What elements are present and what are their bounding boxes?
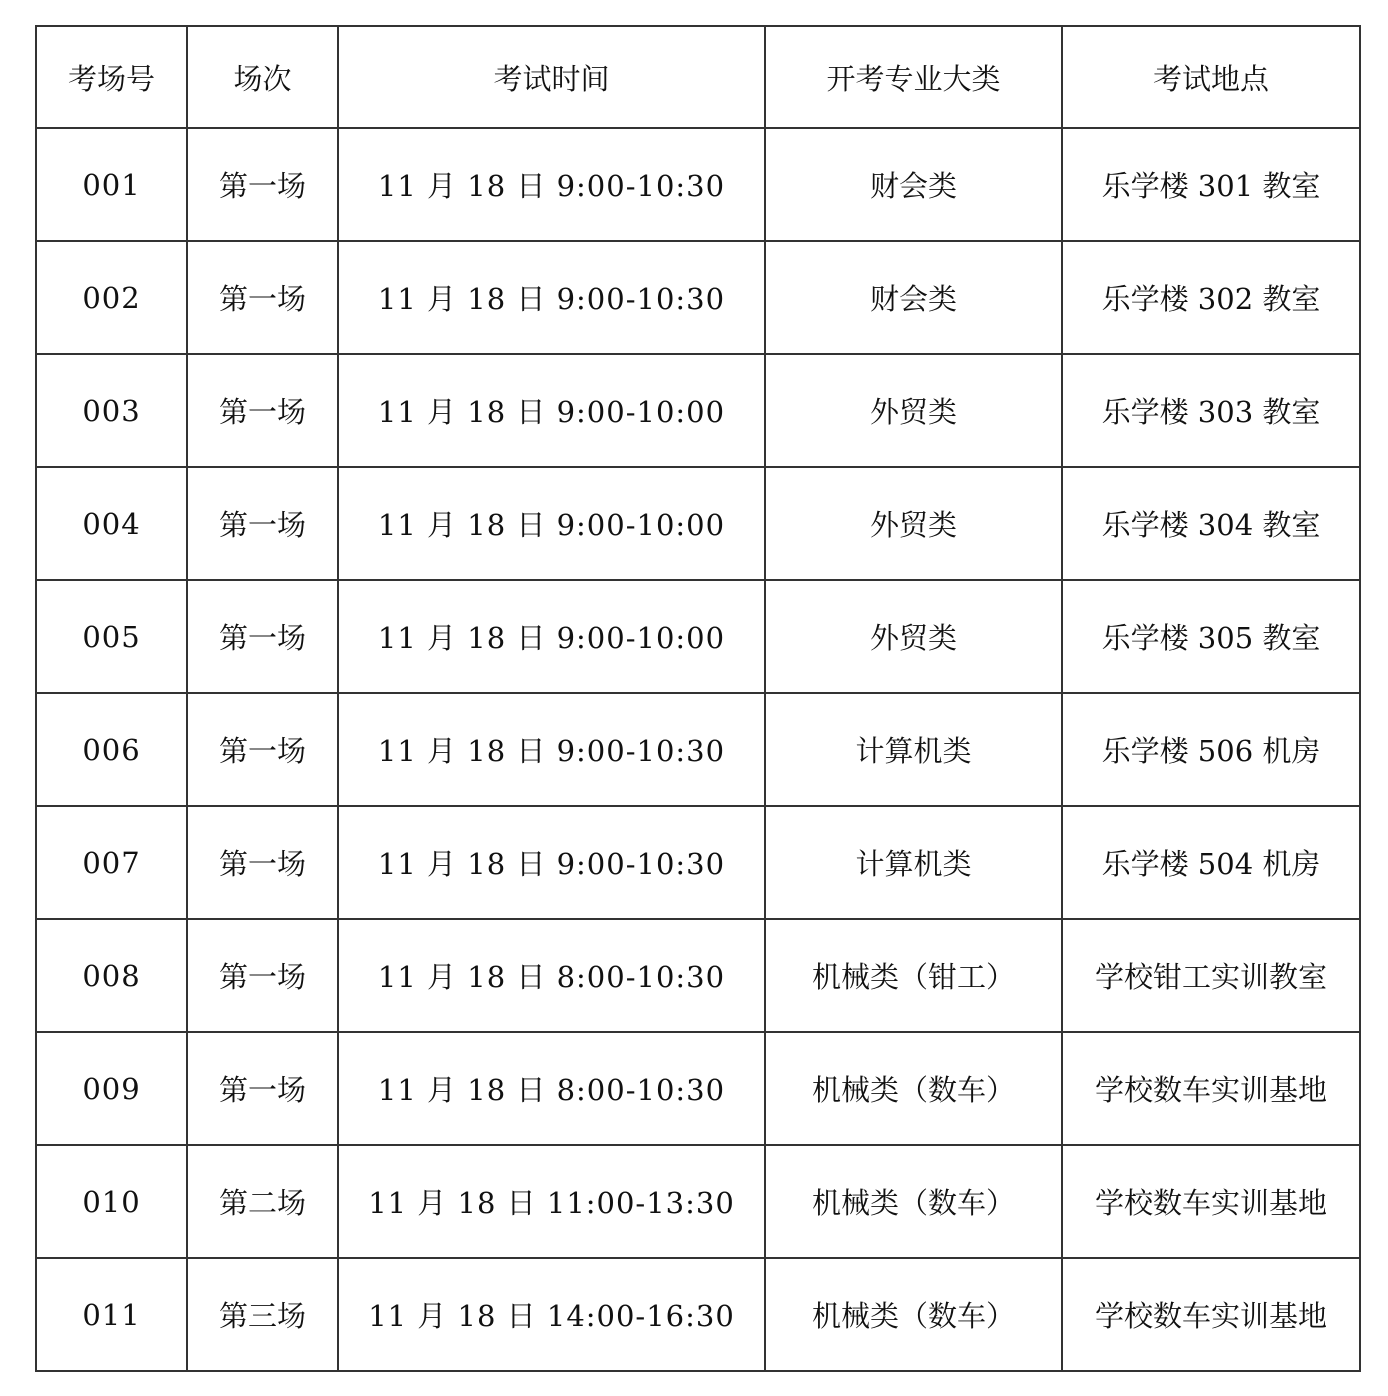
cell-exam-location: 乐学楼 304 教室 — [1062, 467, 1360, 580]
cell-exam-location: 乐学楼 302 教室 — [1062, 241, 1360, 354]
cell-exam-location: 乐学楼 305 教室 — [1062, 580, 1360, 693]
cell-exam-location: 乐学楼 504 机房 — [1062, 806, 1360, 919]
cell-exam-location: 学校数车实训基地 — [1062, 1258, 1360, 1371]
cell-room-number: 001 — [36, 128, 187, 241]
cell-session: 第一场 — [187, 919, 338, 1032]
cell-session: 第一场 — [187, 467, 338, 580]
cell-session: 第一场 — [187, 354, 338, 467]
cell-exam-time: 11 月 18 日 11:00-13:30 — [338, 1145, 765, 1258]
cell-major-category: 外贸类 — [765, 354, 1062, 467]
cell-session: 第一场 — [187, 241, 338, 354]
table-row — [36, 580, 1360, 693]
cell-major-category: 机械类（数车） — [765, 1258, 1062, 1371]
cell-exam-location: 乐学楼 506 机房 — [1062, 693, 1360, 806]
cell-exam-time: 11 月 18 日 8:00-10:30 — [338, 919, 765, 1032]
table-row — [36, 467, 1360, 580]
exam-schedule-table — [35, 25, 1361, 1372]
cell-exam-time: 11 月 18 日 9:00-10:30 — [338, 128, 765, 241]
cell-session: 第一场 — [187, 806, 338, 919]
cell-major-category: 外贸类 — [765, 580, 1062, 693]
table-body — [36, 128, 1360, 1371]
cell-major-category: 机械类（数车） — [765, 1145, 1062, 1258]
table-row — [36, 1258, 1360, 1371]
cell-major-category: 财会类 — [765, 241, 1062, 354]
table-row — [36, 693, 1360, 806]
cell-exam-time: 11 月 18 日 14:00-16:30 — [338, 1258, 765, 1371]
cell-room-number: 005 — [36, 580, 187, 693]
header-major-category: 开考专业大类 — [765, 26, 1062, 128]
table-row — [36, 354, 1360, 467]
cell-exam-time: 11 月 18 日 9:00-10:00 — [338, 580, 765, 693]
table-row — [36, 1145, 1360, 1258]
cell-room-number: 002 — [36, 241, 187, 354]
cell-exam-time: 11 月 18 日 9:00-10:30 — [338, 806, 765, 919]
table-row — [36, 806, 1360, 919]
cell-session: 第一场 — [187, 128, 338, 241]
cell-room-number: 008 — [36, 919, 187, 1032]
cell-exam-location: 乐学楼 303 教室 — [1062, 354, 1360, 467]
cell-room-number: 010 — [36, 1145, 187, 1258]
header-session: 场次 — [187, 26, 338, 128]
cell-session: 第一场 — [187, 693, 338, 806]
cell-session: 第一场 — [187, 1032, 338, 1145]
cell-major-category: 财会类 — [765, 128, 1062, 241]
cell-major-category: 机械类（钳工） — [765, 919, 1062, 1032]
cell-session: 第三场 — [187, 1258, 338, 1371]
cell-exam-time: 11 月 18 日 9:00-10:00 — [338, 467, 765, 580]
cell-exam-location: 学校数车实训基地 — [1062, 1032, 1360, 1145]
cell-exam-time: 11 月 18 日 9:00-10:30 — [338, 693, 765, 806]
cell-major-category: 机械类（数车） — [765, 1032, 1062, 1145]
cell-room-number: 004 — [36, 467, 187, 580]
cell-exam-time: 11 月 18 日 9:00-10:00 — [338, 354, 765, 467]
cell-major-category: 外贸类 — [765, 467, 1062, 580]
table-row — [36, 1032, 1360, 1145]
header-exam-location: 考试地点 — [1062, 26, 1360, 128]
cell-exam-location: 学校钳工实训教室 — [1062, 919, 1360, 1032]
header-exam-time: 考试时间 — [338, 26, 765, 128]
cell-room-number: 006 — [36, 693, 187, 806]
table-row — [36, 241, 1360, 354]
cell-room-number: 011 — [36, 1258, 187, 1371]
cell-exam-time: 11 月 18 日 8:00-10:30 — [338, 1032, 765, 1145]
cell-room-number: 009 — [36, 1032, 187, 1145]
table-row — [36, 128, 1360, 241]
cell-exam-time: 11 月 18 日 9:00-10:30 — [338, 241, 765, 354]
cell-major-category: 计算机类 — [765, 806, 1062, 919]
cell-room-number: 003 — [36, 354, 187, 467]
table-header-row — [36, 26, 1360, 128]
table-row — [36, 919, 1360, 1032]
cell-room-number: 007 — [36, 806, 187, 919]
cell-session: 第二场 — [187, 1145, 338, 1258]
cell-major-category: 计算机类 — [765, 693, 1062, 806]
cell-exam-location: 学校数车实训基地 — [1062, 1145, 1360, 1258]
cell-exam-location: 乐学楼 301 教室 — [1062, 128, 1360, 241]
cell-session: 第一场 — [187, 580, 338, 693]
header-room-number: 考场号 — [36, 26, 187, 128]
